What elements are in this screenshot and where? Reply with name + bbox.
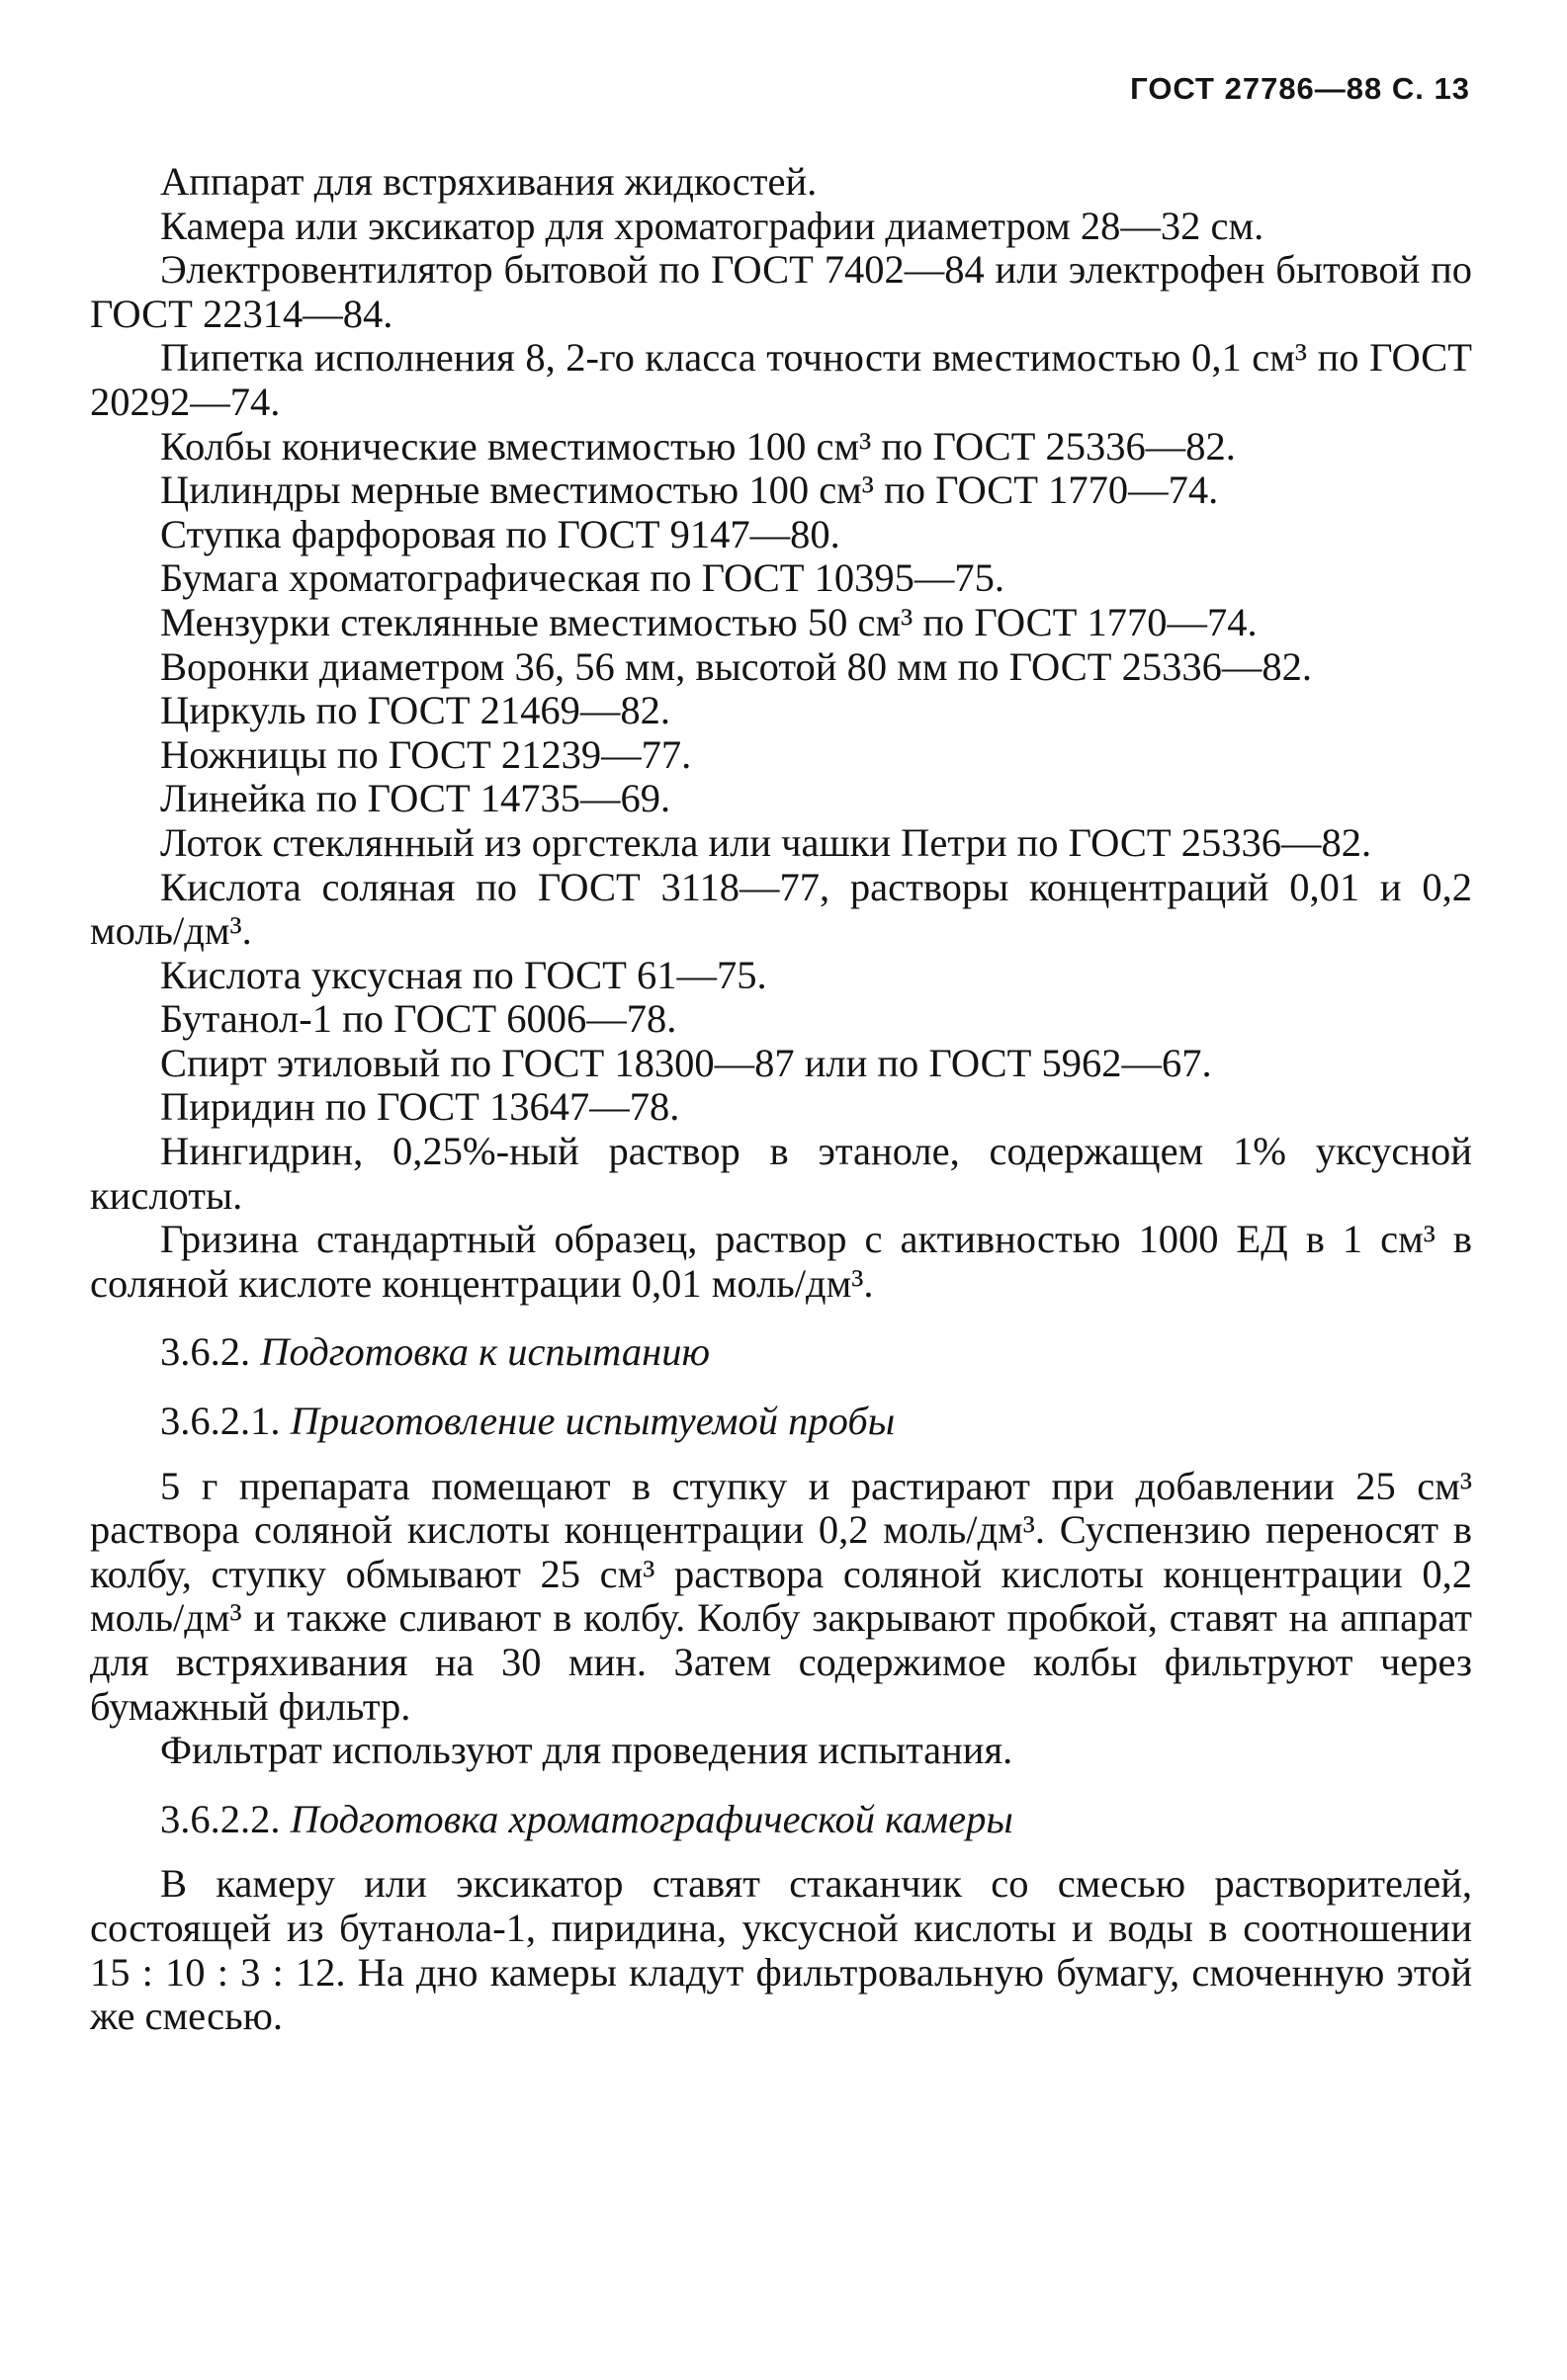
section-number: 3.6.2.2. [160, 1796, 281, 1841]
list-item: Ножницы по ГОСТ 21239—77. [160, 731, 692, 777]
list-item: Циркуль по ГОСТ 21469—82. [160, 688, 670, 733]
list-item: Аппарат для встряхивания жидкостей. [160, 159, 818, 204]
section-number: 3.6.2.1. [160, 1399, 281, 1444]
section-number: 3.6.2. [160, 1329, 251, 1375]
section-title: Приготовление испытуемой пробы [290, 1399, 896, 1444]
list-item: Бумага хроматографическая по ГОСТ 10395—75. [160, 555, 1005, 601]
body-paragraph: Фильтрат используют для проведения испытания. [160, 1728, 1013, 1773]
section-heading-3-6-2-1 [90, 1400, 1472, 1444]
list-item: Гризина стандартный образец, раствор с активностью 1000 ЕД в 1 см³ в соляной кислоте концентрации 0,01 моль/дм³. [90, 1217, 1472, 1306]
section-title: Подготовка хроматографической камеры [290, 1796, 1013, 1841]
section-title: Подготовка к испытанию [260, 1329, 711, 1375]
list-item: Пипетка исполнения 8, 2-го класса точности вместимостью 0,1 см³ по ГОСТ 20292—74. [90, 335, 1472, 424]
list-item: Кислота соляная по ГОСТ 3118—77, растворы концентраций 0,01 и 0,2 моль/дм³. [90, 864, 1472, 954]
body-paragraph: 5 г препарата помещают в ступку и растирают при добавлении 25 см³ раствора соляной кислоты концентрации 0,2 моль/дм³. Суспензию переносят в колбу, ступку обмывают 25 см³ раствора соляной кислоты концентрации 0,2 моль/дм³ и также сливают в колбу. Колбу закрывают пробкой, ставят на аппарат для встряхивания на 30 мин. Затем содержимое колбы фильтруют через бумажный фильтр. [90, 1463, 1472, 1729]
body-paragraph: В камеру или эксикатор ставят стаканчик со смесью растворителей, состоящей из бутанола-1, пиридина, уксусной кислоты и воды в соотношении 15 : 10 : 3 : 12. На дно камеры кладут фильтровальную бумагу, смоченную этой же смесью. [90, 1861, 1472, 2039]
list-item: Мензурки стеклянные вместимостью 50 см³ по ГОСТ 1770—74. [160, 599, 1258, 644]
list-item: Бутанол-1 по ГОСТ 6006—78. [160, 996, 677, 1042]
list-item: Линейка по ГОСТ 14735—69. [160, 776, 671, 821]
list-item: Нингидрин, 0,25%-ный раствор в этаноле, содержащем 1% уксусной кислоты. [90, 1129, 1472, 1218]
list-item: Кислота уксусная по ГОСТ 61—75. [160, 952, 767, 997]
list-item: Спирт этиловый по ГОСТ 18300—87 или по ГОСТ 5962—67. [160, 1040, 1212, 1085]
document-body [90, 160, 1472, 2039]
list-item: Цилиндры мерные вместимостью 100 см³ по ГОСТ 1770—74. [160, 468, 1219, 513]
list-item: Камера или эксикатор для хроматографии диаметром 28—32 см. [160, 203, 1264, 248]
list-item: Колбы конические вместимостью 100 см³ по ГОСТ 25336—82. [160, 423, 1236, 468]
list-item: Ступка фарфоровая по ГОСТ 9147—80. [160, 511, 840, 556]
section-heading-3-6-2 [90, 1330, 1472, 1375]
page-header: ГОСТ 27786—88 С. 13 [1130, 71, 1470, 106]
section-heading-3-6-2-2 [90, 1798, 1472, 1842]
list-item: Электровентилятор бытовой по ГОСТ 7402—84 или электрофен бытовой по ГОСТ 22314—84. [90, 247, 1472, 336]
list-item: Воронки диаметром 36, 56 мм, высотой 80 мм по ГОСТ 25336—82. [160, 643, 1313, 689]
list-item: Пиридин по ГОСТ 13647—78. [160, 1084, 680, 1130]
list-item: Лоток стеклянный из оргстекла или чашки Петри по ГОСТ 25336—82. [160, 819, 1372, 865]
